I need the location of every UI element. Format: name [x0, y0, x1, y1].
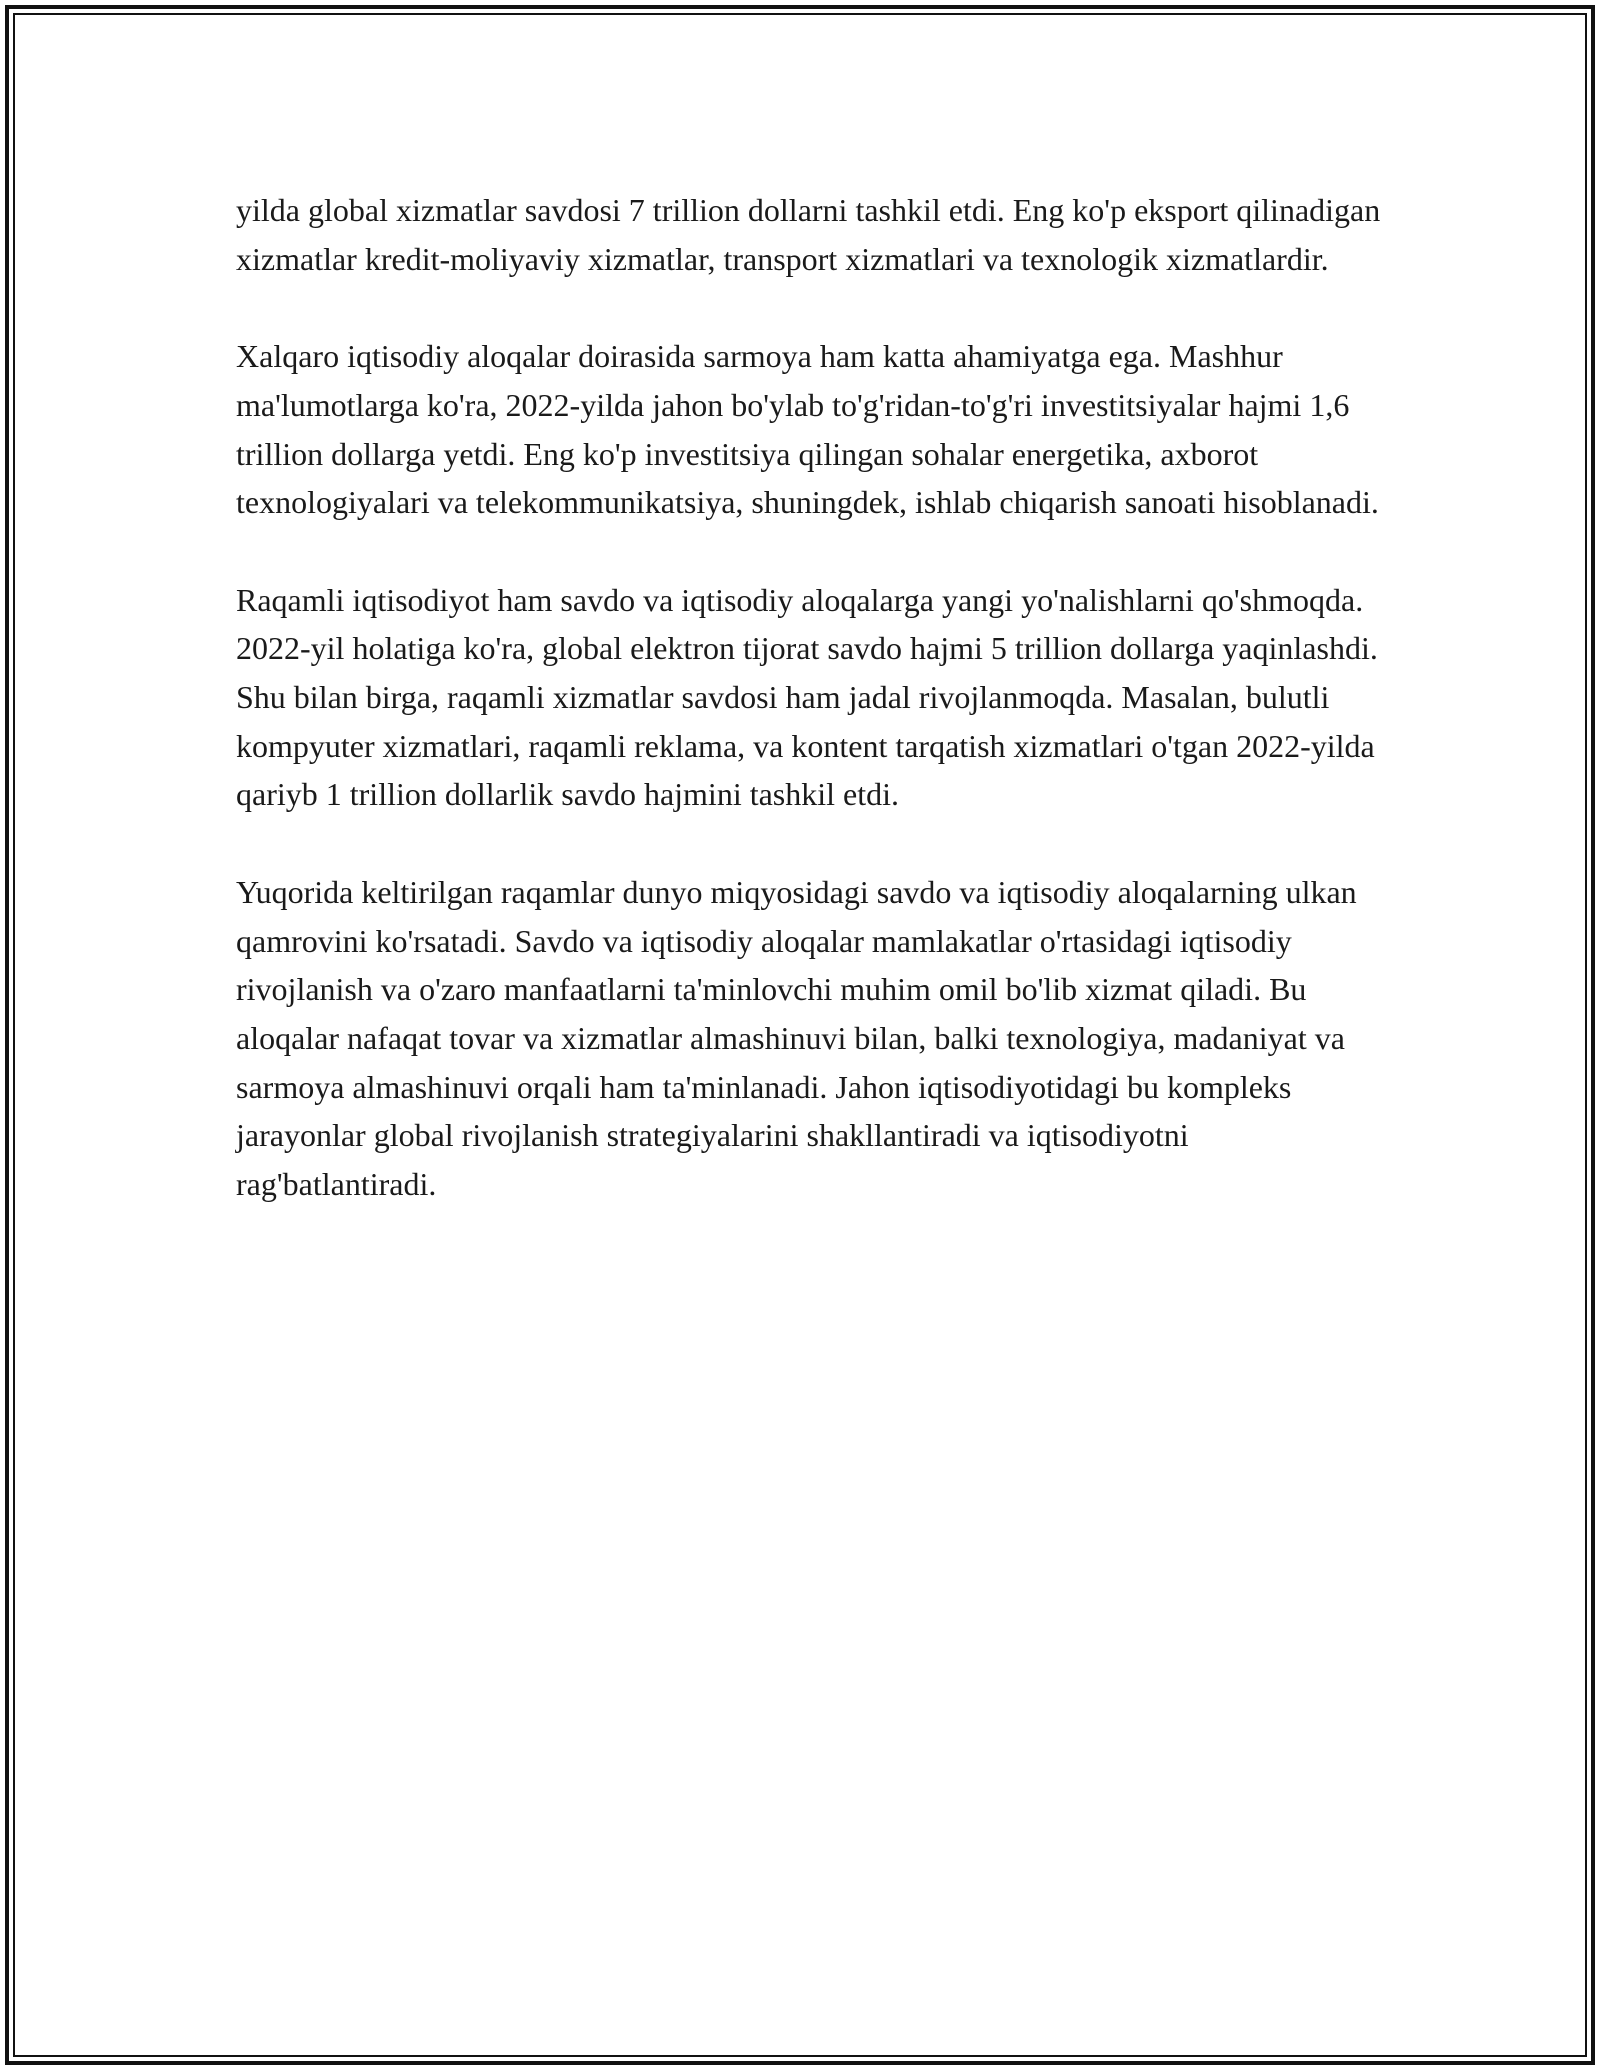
document-body	[236, 186, 1386, 1257]
paragraph-services-trade: yilda global xizmatlar savdosi 7 trillion dollarni tashkil etdi. Eng ko'p eksport qilinadigan xizmatlar kredit-moliyaviy xizmatlar, transport xizmatlari va texnologik xizmatlardir.	[236, 192, 1381, 277]
paragraph-digital-economy: Raqamli iqtisodiyot ham savdo va iqtisodiy aloqalarga yangi yo'nalishlarni qo'shmoqda. 2022-yil holatiga ko'ra, global elektron tijorat savdo hajmi 5 trillion dollarga yaqinlashdi. Shu bilan birga, raqamli xizmatlar savdosi ham jadal rivojlanmoqda. Masalan, bulutli kompyuter xizmatlari, raqamli reklama, va kontent tarqatish xizmatlari o'tgan 2022-yilda qariyb 1 trillion dollarlik savdo hajmini tashkil etdi.	[236, 581, 1378, 813]
paragraph-investment: Xalqaro iqtisodiy aloqalar doirasida sarmoya ham katta ahamiyatga ega. Mashhur ma'lumotlarga ko'ra, 2022-yilda jahon bo'ylab to'g'ridan-to'g'ri investitsiyalar hajmi 1,6 trillion dollarga yetdi. Eng ko'p investitsiya qilingan sohalar energetika, axborot texnologiyalari va telekommunikatsiya, shuningdek, ishlab chiqarish sanoati hisoblanadi.	[236, 338, 1379, 521]
paragraph-conclusion: Yuqorida keltirilgan raqamlar dunyo miqyosidagi savdo va iqtisodiy aloqalarning ulkan qamrovini ko'rsatadi. Savdo va iqtisodiy aloqalar mamlakatlar o'rtasidagi iqtisodiy rivojlanish va o'zaro manfaatlarni ta'minlovchi muhim omil bo'lib xizmat qiladi. Bu aloqalar nafaqat tovar va xizmatlar almashinuvi bilan, balki texnologiya, madaniyat va sarmoya almashinuvi orqali ham ta'minlanadi. Jahon iqtisodiyotidagi bu kompleks jarayonlar global rivojlanish strategiyalarini shakllantiradi va iqtisodiyotni rag'batlantiradi.	[236, 873, 1357, 1203]
